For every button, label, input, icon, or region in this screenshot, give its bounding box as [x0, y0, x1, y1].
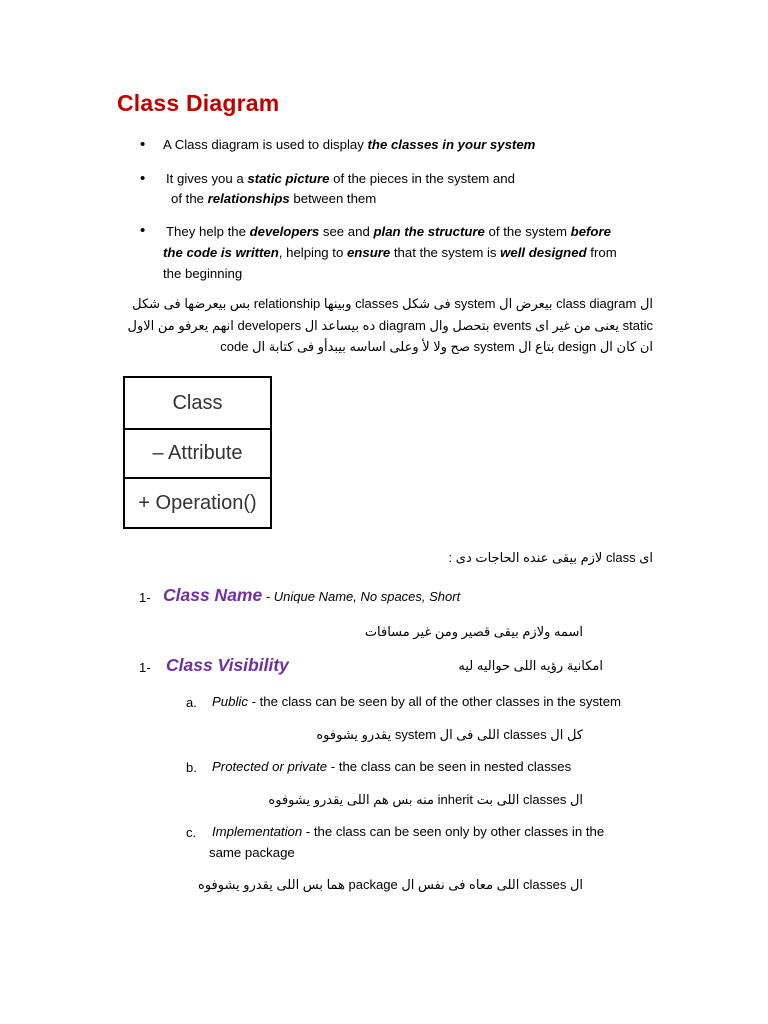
- text-run: that the system is: [390, 245, 501, 260]
- text-run-emphasis: relationships: [207, 191, 290, 206]
- visibility-public: [212, 692, 621, 713]
- bullet-text-1: [163, 135, 535, 156]
- arabic-requirements: اى class لازم بيقى عنده الحاجات دى :: [448, 550, 653, 565]
- text-run-emphasis: developers: [249, 224, 320, 239]
- text-run: of the system: [484, 224, 571, 239]
- arabic-intro-line-3: ان كان ال design بتاع ال system صح ولا لأ وعلى اساسه بيبدأو فى كتابة ال code: [220, 339, 653, 354]
- text-run: of the: [171, 191, 208, 206]
- list-letter: c.: [186, 825, 197, 840]
- visibility-public-arabic: كل ال classes اللى فى ال system يقدرو يشوفوه: [316, 727, 583, 742]
- visibility-kind: Implementation: [212, 824, 303, 839]
- bullet-text-3-line-1: [166, 222, 611, 243]
- text-run: A Class diagram is used to display: [163, 137, 368, 152]
- bullet-dot: •: [140, 136, 146, 153]
- section-number: 1-: [139, 590, 151, 605]
- uml-attribute: – Attribute: [152, 441, 243, 464]
- visibility-implementation-arabic: ال classes اللى معاه فى نفس ال package هما بس اللى يقدرو يشوفوه: [198, 877, 583, 892]
- uml-operation: + Operation(): [138, 491, 257, 514]
- visibility-protected: [212, 757, 571, 778]
- uml-class-name: Class: [172, 391, 223, 414]
- class-visibility-heading: Class Visibility: [166, 655, 289, 675]
- text-run-emphasis: plan the structure: [373, 224, 485, 239]
- arabic-intro-line-1: ال class diagram بيعرض ال system فى شكل classes وبينها relationship بس بيعرضها فى شكل: [132, 296, 653, 311]
- section-number: 1-: [139, 660, 151, 675]
- heading-text: Class Name: [163, 585, 263, 605]
- page-title: Class Diagram: [117, 90, 280, 116]
- list-letter: b.: [186, 760, 197, 775]
- visibility-protected-arabic: ال classes اللى بت inherit منه بس هم اللى يقدرو يشوفوه: [268, 792, 583, 807]
- text-run: from: [586, 245, 617, 260]
- class-visibility-arabic: امكانية رؤيه اللى حواليه ليه: [458, 658, 603, 673]
- arabic-intro-line-2: static يعنى من غير اى events بتحصل وال diagram ده بيساعد ال developers انهم يعرفو من الاول: [127, 318, 653, 333]
- visibility-implementation-line-1: [212, 822, 604, 843]
- text-run: see and: [319, 224, 374, 239]
- text-run-emphasis: before: [570, 224, 611, 239]
- uml-class-box: [123, 376, 272, 529]
- bullet-text-2-line-2: [171, 189, 376, 210]
- bullet-text-2-line-1: [166, 169, 515, 190]
- class-name-arabic: اسمه ولازم بيقى قصير ومن غير مسافات: [364, 624, 583, 639]
- visibility-kind: Protected or private: [212, 759, 328, 774]
- text-run: of the pieces in the system and: [329, 171, 515, 186]
- bullet-text-3-line-3: [163, 264, 242, 285]
- text-run-emphasis: well designed: [500, 245, 587, 260]
- bullet-dot: •: [140, 222, 146, 239]
- bullet-dot: •: [140, 170, 146, 187]
- visibility-desc: - the class can be seen only by other classes in the: [302, 824, 605, 839]
- text-run-emphasis: the classes in your system: [367, 137, 536, 152]
- visibility-desc: - the class can be seen by all of the other classes in the system: [247, 694, 622, 709]
- text-run: the beginning: [163, 266, 243, 281]
- visibility-desc: - the class can be seen in nested classes: [327, 759, 572, 774]
- text-run-emphasis: the code is written: [163, 245, 279, 260]
- text-run: They help the: [166, 224, 250, 239]
- bullet-text-3-line-2: [163, 243, 617, 264]
- class-name-heading: [163, 585, 460, 606]
- text-run: It gives you a: [166, 171, 248, 186]
- text-run-emphasis: static picture: [247, 171, 330, 186]
- visibility-kind: Public: [212, 694, 248, 709]
- visibility-implementation-line-2: same package: [209, 845, 295, 860]
- class-name-desc: - Unique Name, No spaces, Short: [262, 589, 461, 604]
- text-run: between them: [289, 191, 377, 206]
- text-run-emphasis: ensure: [346, 245, 391, 260]
- text-run: , helping to: [278, 245, 347, 260]
- list-letter: a.: [186, 695, 197, 710]
